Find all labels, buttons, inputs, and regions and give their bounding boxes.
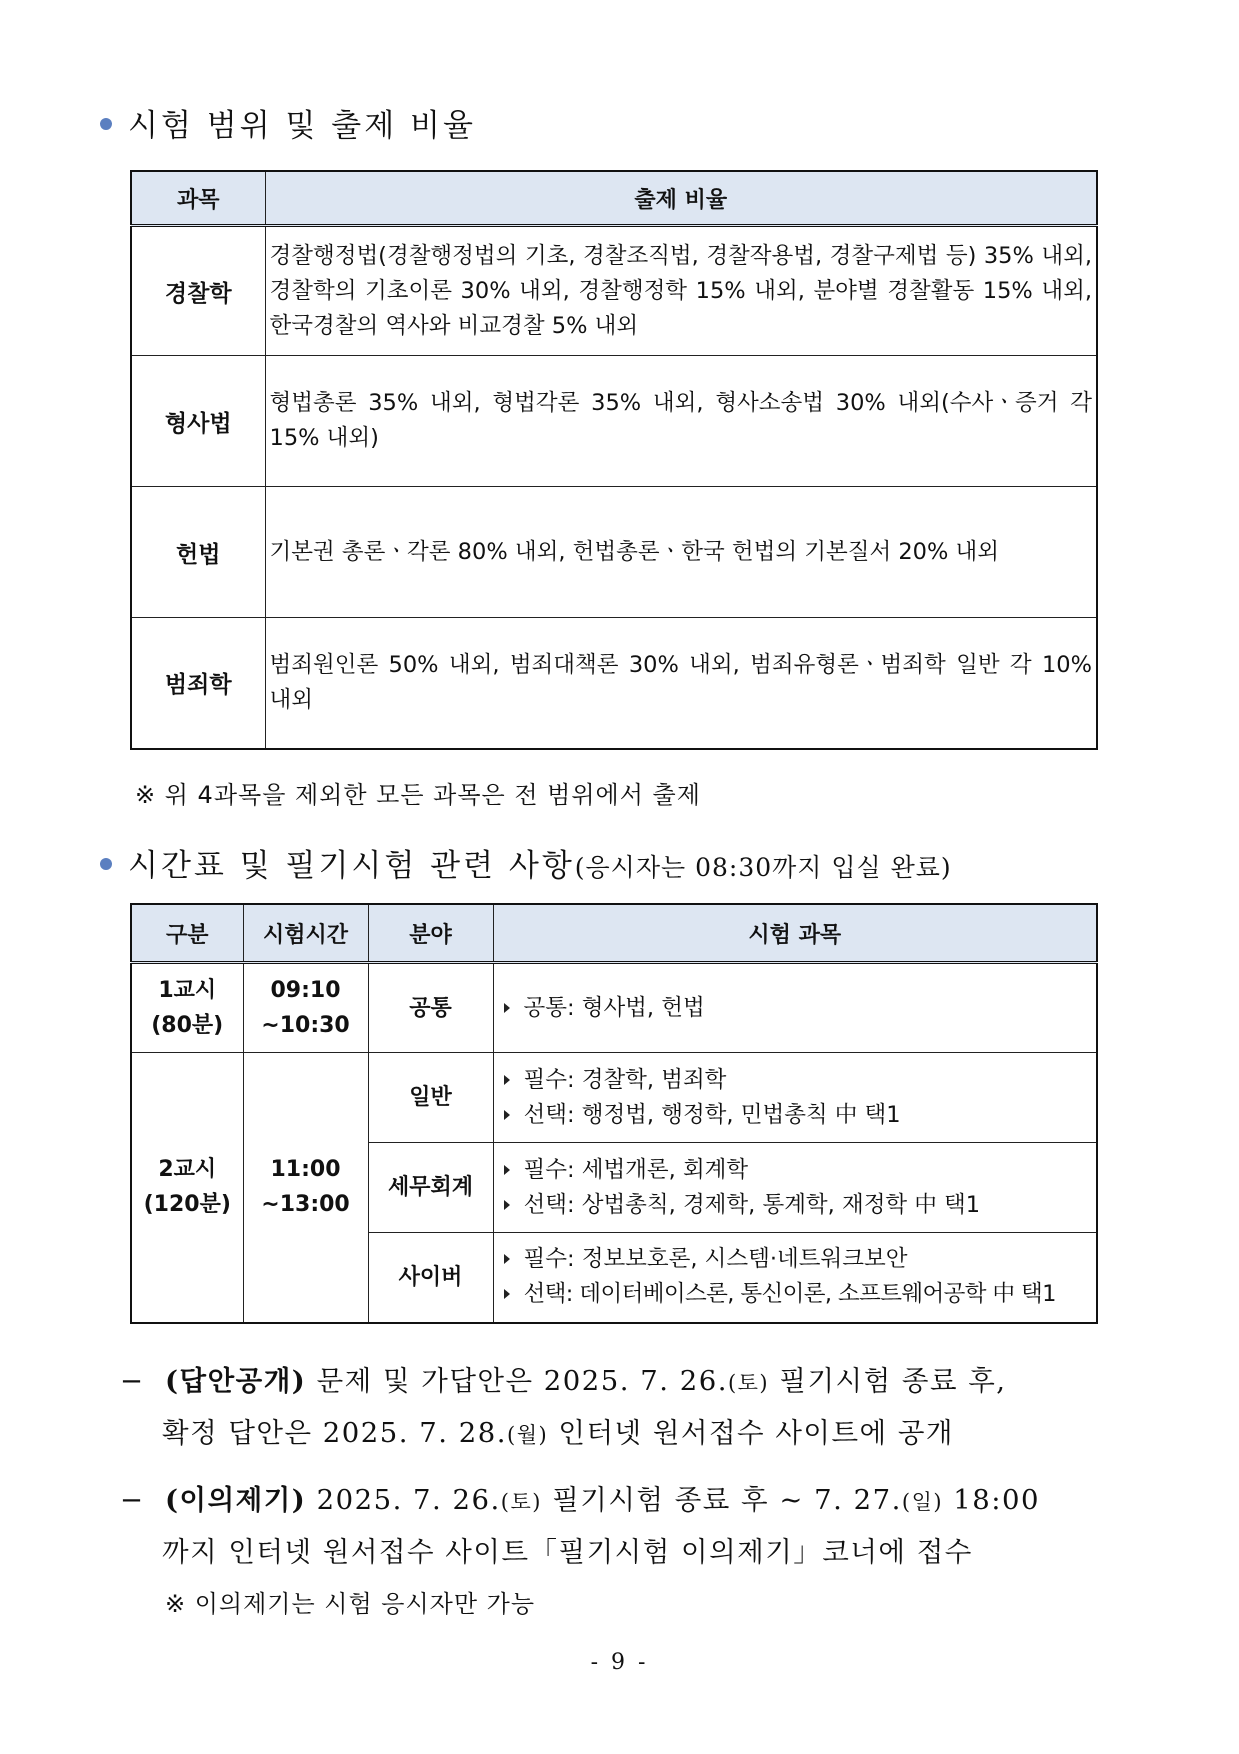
objection-note: ※ 이의제기는 시험 응시자만 가능 [165,1590,536,1618]
triangle-bullet-icon [504,1075,510,1085]
header-ratio: 출제 비율 [265,171,1097,226]
subject-text: 선택: 데이터베이스론, 통신이론, 소프트웨어공학 中 택1 [523,1281,1056,1308]
ratio-cell: 경찰행정법(경찰행정법의 기초, 경찰조직법, 경찰작용법, 경찰구제법 등) 35% 내외, 경찰학의 기초이론 30% 내외, 경찰행정학 15% 내외, 분야별 경찰활동 15% 내외, 한국경찰의 역사와 비교경찰 5% 내외 [265,226,1097,356]
subjects-cell [493,963,1097,1053]
answers-text: 확정 답안은 2025. 7. 28. [162,1417,507,1449]
day-label: (월) [507,1423,549,1447]
subject-text: 선택: 행정법, 행정학, 민법총칙 中 택1 [523,1101,901,1128]
scope-table-header [131,171,1097,226]
table-row [131,487,1097,618]
list-item [504,1242,1097,1277]
time-start: 09:10 [270,978,341,1003]
period-label: 1교시 [158,978,217,1003]
header-subjects: 시험 과목 [493,904,1097,963]
objection-line2: 까지 인터넷 원서접수 사이트「필기시험 이의제기」코너에 접수 [162,1536,973,1568]
ratio-cell: 범죄원인론 50% 내외, 범죄대책론 30% 내외, 범죄유형론ㆍ범죄학 일반 각 10% 내외 [265,618,1097,749]
subject-cell: 경찰학 [131,226,265,356]
subject-text: 필수: 세법개론, 회계학 [523,1156,749,1183]
period-duration: (80분) [151,1013,224,1038]
answers-text: 인터넷 원서접수 사이트에 공개 [558,1417,954,1449]
subject-text: 공통: 형사법, 헌법 [523,994,705,1021]
bullet-icon [100,118,112,130]
list-item [504,1153,1097,1188]
day-label: (토) [727,1371,770,1395]
triangle-bullet-icon [504,1200,510,1210]
section1-heading [100,100,476,145]
table-row [131,1053,1097,1143]
scope-note: ※ 위 4과목을 제외한 모든 과목은 전 범위에서 출제 [135,781,701,809]
time-cell [243,963,368,1053]
answers-text: 문제 및 가답안은 2025. 7. 26. [316,1365,728,1397]
field-cell: 공통 [368,963,493,1053]
time-cell [243,1053,368,1323]
ratio-cell: 형법총론 35% 내외, 형법각론 35% 내외, 형사소송법 30% 내외(수사ㆍ증거 각 15% 내외) [265,356,1097,487]
schedule-table [130,903,1098,1324]
table-row [131,963,1097,1053]
triangle-bullet-icon [504,1165,510,1175]
answers-line1 [120,1358,1007,1398]
objection-text: 필기시험 종료 후 ~ 7. 27. [552,1484,902,1516]
subject-text: 선택: 상법총칙, 경제학, 통계학, 재정학 中 택1 [523,1191,981,1218]
period-label: 2교시 [158,1157,217,1183]
section2-subtitle: (응시자는 08:30까지 입실 완료) [574,853,952,882]
list-item [504,1063,1097,1098]
field-cell: 사이버 [368,1233,493,1323]
page-number: - 9 - [590,1650,649,1675]
day-label: (토) [500,1490,542,1514]
section1-title: 시험 범위 및 출제 비율 [128,108,476,144]
header-subject: 과목 [131,171,265,226]
answers-line2 [162,1410,954,1450]
list-item [504,991,1097,1026]
list-item [504,1098,1097,1133]
list-item [504,1188,1097,1223]
scope-table [130,170,1098,750]
ratio-cell: 기본권 총론ㆍ각론 80% 내외, 헌법총론ㆍ한국 헌법의 기본질서 20% 내외 [265,487,1097,618]
objection-label: (이의제기) [165,1484,307,1516]
bullet-icon [100,858,112,870]
time-end: ~10:30 [261,1013,350,1038]
answers-text: 필기시험 종료 후, [779,1365,1007,1397]
subject-text: 필수: 경찰학, 범죄학 [523,1066,727,1093]
section2-title: 시간표 및 필기시험 관련 사항 [128,848,575,884]
dash: − [120,1365,145,1397]
table-row [131,356,1097,487]
schedule-table-header [131,904,1097,963]
list-item [504,1277,1097,1312]
time-start: 11:00 [270,1157,341,1183]
subject-cell: 형사법 [131,356,265,487]
table-row [131,618,1097,749]
subject-cell: 헌법 [131,487,265,618]
objection-line1 [120,1477,1040,1517]
field-cell: 세무회계 [368,1143,493,1233]
subject-text: 필수: 정보보호론, 시스템·네트워크보안 [523,1246,908,1273]
table-row [131,226,1097,356]
answers-label: (답안공개) [165,1365,307,1397]
objection-text: 2025. 7. 26. [316,1484,501,1516]
time-end: ~13:00 [261,1192,350,1218]
triangle-bullet-icon [504,1289,510,1299]
triangle-bullet-icon [504,1254,510,1264]
dash: − [120,1484,145,1516]
day-label: (일) [901,1490,944,1514]
field-cell: 일반 [368,1053,493,1143]
subjects-cell [493,1053,1097,1143]
period-cell [131,1053,243,1323]
header-time: 시험시간 [243,904,368,963]
header-field: 분야 [368,904,493,963]
subject-cell: 범죄학 [131,618,265,749]
section2-heading [100,840,952,885]
triangle-bullet-icon [504,1110,510,1120]
header-period: 구분 [131,904,243,963]
triangle-bullet-icon [504,1003,510,1013]
subjects-cell [493,1233,1097,1323]
subjects-cell [493,1143,1097,1233]
period-cell [131,963,243,1053]
period-duration: (120분) [143,1192,231,1218]
objection-text: 18:00 [953,1484,1041,1516]
